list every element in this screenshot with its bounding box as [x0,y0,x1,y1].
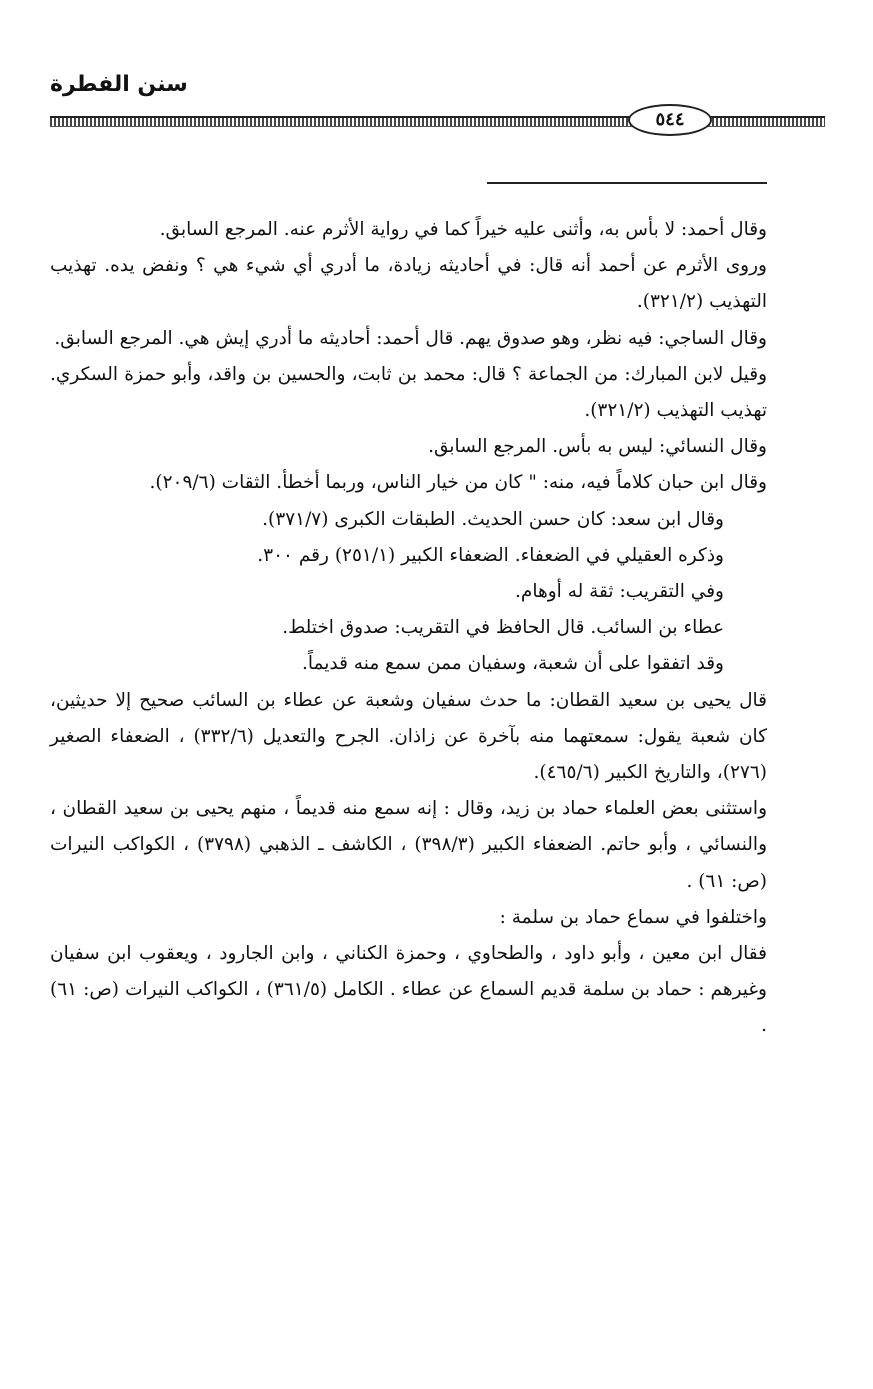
paragraph: وقال الساجي: فيه نظر، وهو صدوق يهم. قال أحمد: أحاديثه ما أدري إيش هي. المرجع السابق. [54,327,767,349]
paragraph: وذكره العقيلي في الضعفاء. الضعفاء الكبير (٢٥١/١) رقم ٣٠٠. [257,544,724,566]
paragraph: وقيل لابن المبارك: من الجماعة ؟ قال: محمد بن ثابت، والحسين بن واقد، وأبو حمزة السكري. تهذيب التهذيب (٣٢١/٢). [50,363,767,422]
header-rule-right [700,116,825,127]
paragraph: قال يحيى بن سعيد القطان: ما حدث سفيان وشعبة عن عطاء بن السائب صحيح إلا حديثين، كان شعبة يقول: سمعتهما منه بآخرة عن زاذان. الجرح والتعديل (٣٣٢/٦) ، الضعفاء الصغير (٢٧٦)، والتاريخ الكبير (٤٦٥/٦). [50,689,767,784]
page-number: ٥٤٤ [628,104,712,136]
paragraph: وفي التقريب: ثقة له أوهام. [515,581,724,603]
paragraph: وقال أحمد: لا بأس به، وأثنى عليه خيراً كما في رواية الأثرم عنه. المرجع السابق. [159,219,767,240]
paragraph: واختلفوا في سماع حماد بن سلمة : [499,906,767,928]
paragraph: واستثنى بعض العلماء حماد بن زيد، وقال : إنه سمع منه قديماً ، منهم يحيى بن سعيد القطان ، والنسائي ، وأبو حاتم. الضعفاء الكبير (٣٩٨/٣) ، الكاشف ـ الذهبي (٣٧٩٨) ، الكواكب النيرات (ص: ٦١) . [50,798,768,892]
paragraph: فقال ابن معين ، وأبو داود ، والطحاوي ، وحمزة الكناني ، وابن الجارود ، ويعقوب ابن سفيان وغيرهم : حماد بن سلمة قديم السماع عن عطاء . الكامل (٣٦١/٥) ، الكواكب النيرات (ص: ٦١) . [50,943,767,1037]
paragraph: وقال ابن حبان كلاماً فيه، منه: " كان من خيار الناس، وربما أخطأ. الثقات (٢٠٩/٦). [149,472,767,494]
paragraph: وروى الأثرم عن أحمد أنه قال: في أحاديثه زيادة، ما أدري أي شيء هي ؟ ونفض يده. تهذيب التهذيب (٣٢١/٢). [50,255,767,313]
paragraph: وقال النسائي: ليس به بأس. المرجع السابق. [428,436,767,458]
paragraph: وقد اتفقوا على أن شعبة، وسفيان ممن سمع منه قديماً. [302,653,724,675]
paragraph: عطاء بن السائب. قال الحافظ في التقريب: صدوق اختلط. [282,617,724,639]
footnote-separator [487,182,767,184]
paragraph: وقال ابن سعد: كان حسن الحديث. الطبقات الكبرى (٣٧١/٧). [262,508,724,530]
footnote-body [50,212,767,1045]
running-header-title: سنن الفطرة [50,72,188,97]
